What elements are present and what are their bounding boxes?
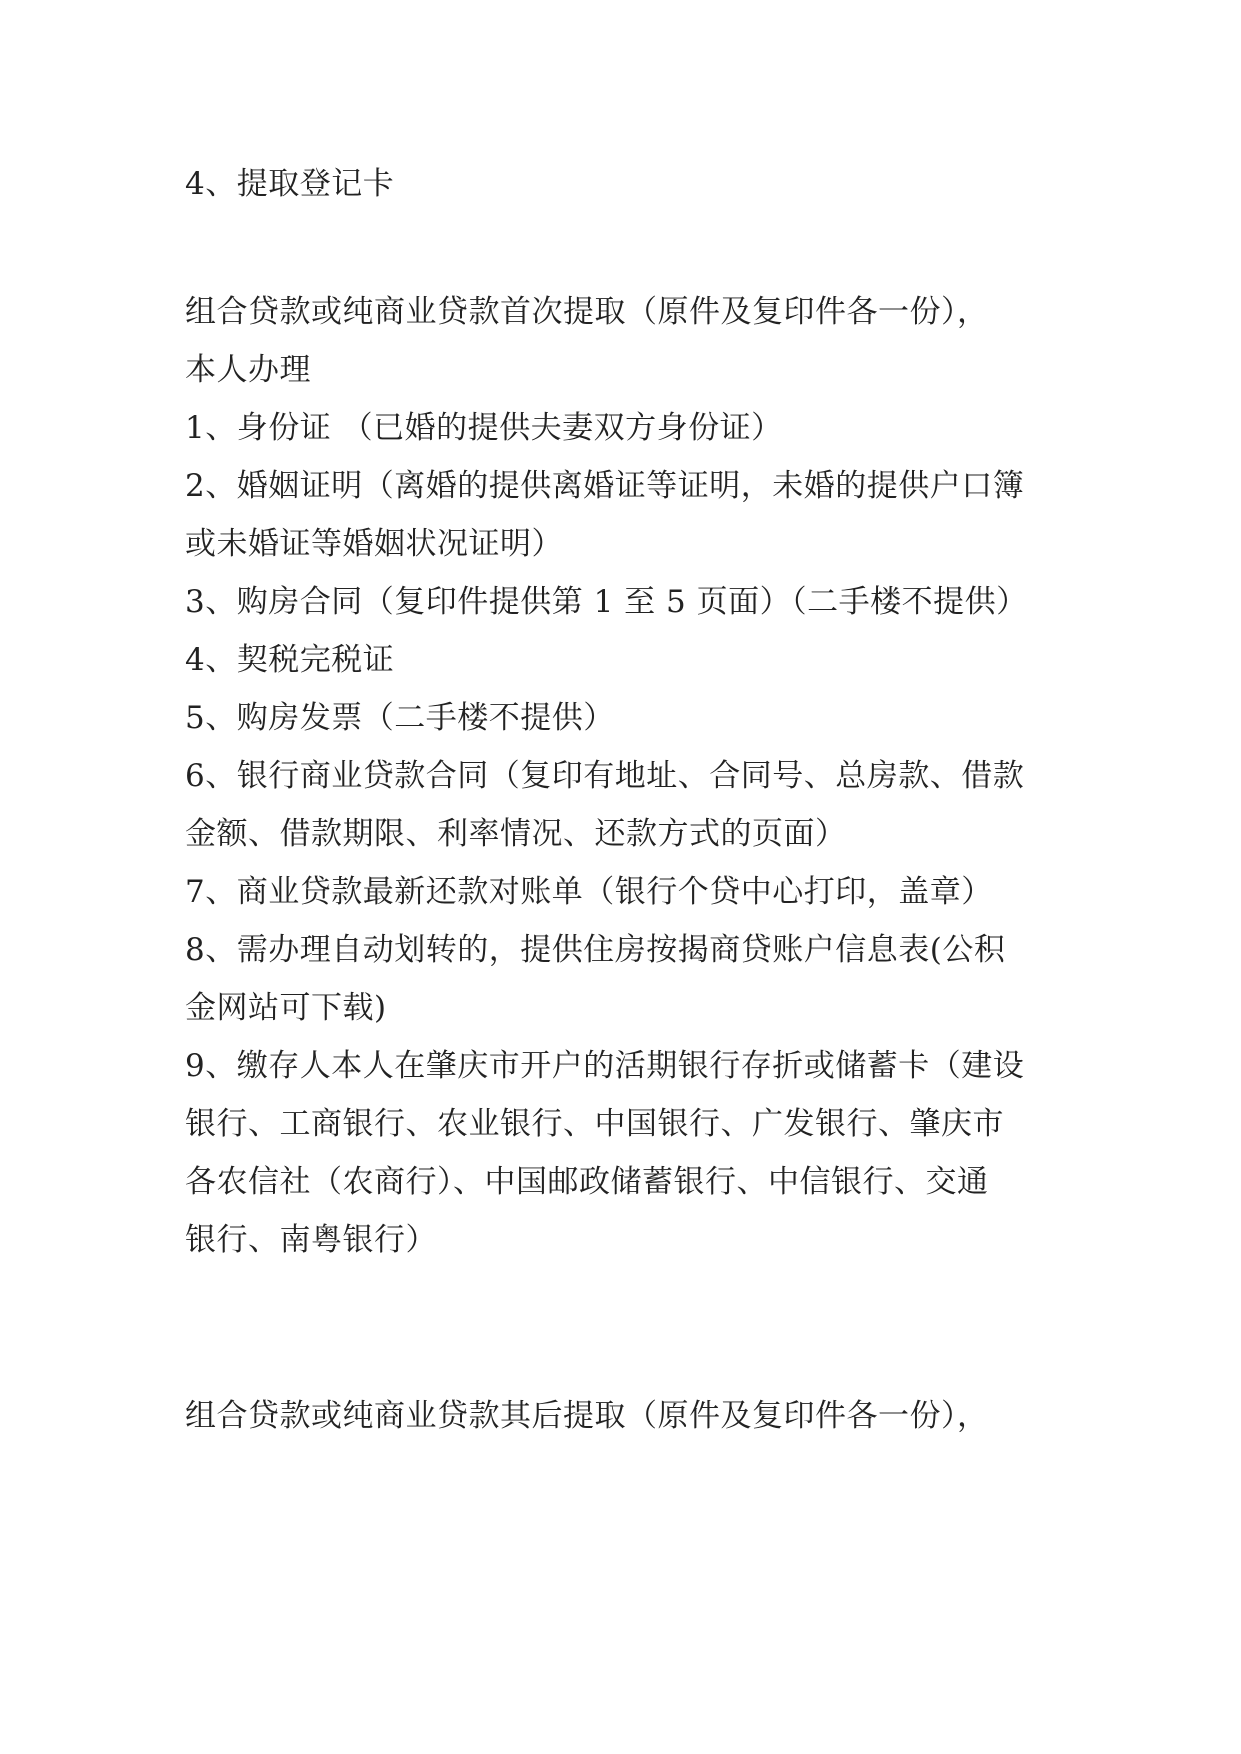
section-heading-registration-card: 4、提取登记卡 (185, 166, 395, 202)
subsequent-withdrawal-title: 组合贷款或纯商业贷款其后提取（原件及复印件各一份）， (185, 1398, 989, 1434)
requirement-item-marriage-proof-continued: 或未婚证等婚姻状况证明） (185, 526, 563, 562)
requirement-item-bank-account: 9、缴存人本人在肇庆市开户的活期银行存折或储蓄卡（建设 (185, 1048, 1025, 1084)
requirement-item-loan-contract-continued: 金额、借款期限、利率情况、还款方式的页面） (185, 816, 847, 852)
requirement-item-deed-tax: 4、契税完税证 (185, 642, 395, 678)
requirement-item-id-card: 1、身份证 （已婚的提供夫妻双方身份证） (185, 410, 783, 446)
requirement-item-purchase-contract: 3、购房合同（复印件提供第 1 至 5 页面）（二手楼不提供） (185, 584, 1028, 620)
requirement-item-marriage-proof: 2、婚姻证明（离婚的提供离婚证等证明，未婚的提供户口簿 (185, 468, 1025, 504)
requirement-item-purchase-invoice: 5、购房发票（二手楼不提供） (185, 700, 615, 736)
first-withdrawal-title: 组合贷款或纯商业贷款首次提取（原件及复印件各一份）， (185, 294, 989, 330)
requirement-item-loan-contract: 6、银行商业贷款合同（复印有地址、合同号、总房款、借款 (185, 758, 1025, 794)
first-withdrawal-subtitle: 本人办理 (185, 352, 311, 388)
requirement-item-repayment-statement: 7、商业贷款最新还款对账单（银行个贷中心打印，盖章） (185, 874, 993, 910)
requirement-item-bank-account-continued-3: 银行、南粤银行） (185, 1222, 437, 1258)
requirement-item-auto-transfer: 8、需办理自动划转的，提供住房按揭商贷账户信息表(公积 (185, 932, 1006, 968)
requirement-item-bank-account-continued-1: 银行、工商银行、农业银行、中国银行、广发银行、肇庆市 (185, 1106, 1004, 1142)
requirement-item-bank-account-continued-2: 各农信社（农商行）、中国邮政储蓄银行、中信银行、交通 (185, 1164, 989, 1200)
requirement-item-auto-transfer-continued: 金网站可下载) (185, 990, 387, 1026)
